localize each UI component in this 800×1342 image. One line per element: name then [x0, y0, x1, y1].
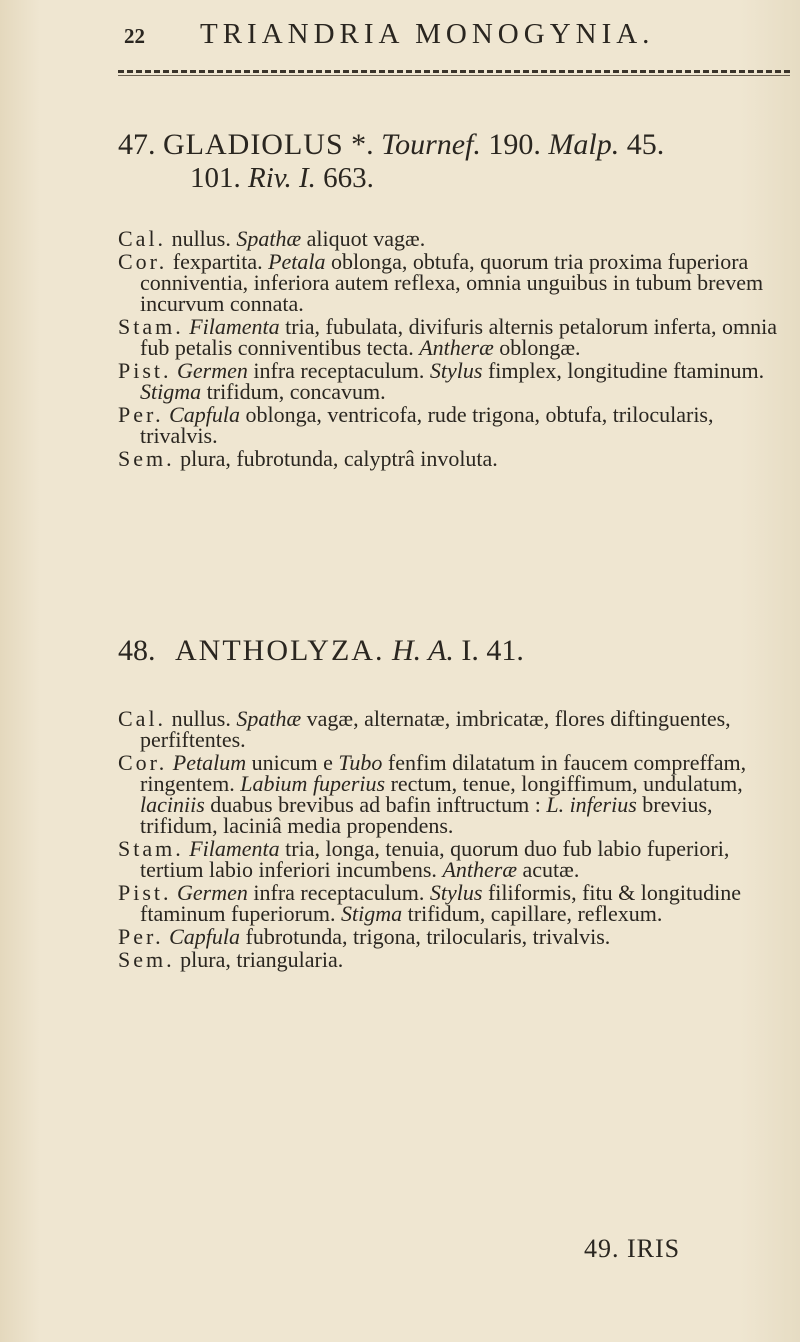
term: Stylus [429, 358, 483, 383]
calyx-paragraph [118, 228, 778, 249]
text: fimplex, longitudine ftaminum. [487, 358, 765, 383]
section-key: Pist. [118, 358, 172, 383]
section-key: Sem. [118, 446, 175, 471]
text: rectum, tenue, longiffimum, undulatum, [390, 771, 743, 796]
term: Petala [268, 249, 326, 274]
pistil-paragraph [118, 882, 778, 924]
reference-author: Tournef. [381, 128, 481, 161]
text: acutæ. [522, 857, 580, 882]
genus-number: 47. [118, 128, 156, 161]
seed-paragraph [118, 949, 778, 970]
corolla-paragraph [118, 752, 778, 836]
section-key: Cal. [118, 226, 167, 251]
term: Germen [177, 358, 248, 383]
running-title: TRIANDRIA MONOGYNIA. [200, 18, 655, 50]
genus-description-47 [118, 228, 778, 471]
term: Labium fuperius [240, 771, 386, 796]
text: tria, fubulata, divifuris alternis petalorum inferta, omnia fub petalis conniventibus tecta. [140, 314, 777, 360]
term: Spathæ [236, 706, 302, 731]
pericarp-paragraph [118, 404, 778, 446]
section-key: Per. [118, 402, 164, 427]
reference-number: 45. [626, 128, 665, 161]
term: Filamenta [189, 314, 280, 339]
pistil-paragraph [118, 360, 778, 402]
text: fubrotunda, trigona, trilocularis, trivalvis. [245, 924, 611, 949]
text: tria, longa, tenuia, quorum duo fub labio fuperiori, tertium labio inferiori incumbens. [140, 836, 730, 882]
catchword: 49. IRIS [584, 1234, 681, 1263]
section-key: Stam. [118, 314, 184, 339]
term: Capfula [169, 924, 241, 949]
text: oblongæ. [499, 335, 581, 360]
genus-heading-47-line2 [190, 162, 374, 195]
text: oblonga, ventricofa, rude trigona, obtufa, trilocularis, trivalvis. [140, 402, 714, 448]
header-rule [118, 70, 790, 73]
reference-number: 101. [190, 162, 241, 194]
genus-heading-48 [118, 634, 524, 668]
term: Stylus [429, 880, 483, 905]
term: Stigma [341, 901, 403, 926]
text: oblonga, obtufa, quorum tria proxima fuperiora conniventia, inferiora autem reflexa, omnia unguibus in tubum brevem incurvum connata. [140, 249, 764, 316]
term: Tubo [338, 750, 383, 775]
text: infra receptaculum. [253, 880, 425, 905]
stamen-paragraph [118, 316, 778, 358]
reference-author: Malp. [548, 128, 620, 161]
reference-author: H. A. [391, 634, 454, 667]
section-key: Per. [118, 924, 164, 949]
term: Petalum [172, 750, 247, 775]
text: infra receptaculum. [253, 358, 425, 383]
term: Antheræ [442, 857, 517, 882]
section-key: Pist. [118, 880, 172, 905]
text: vagæ, alternatæ, imbricatæ, flores diftinguentes, perfiftentes. [140, 706, 731, 752]
text: filiformis, fitu & longitudine ftaminum fuperiorum. [140, 880, 741, 926]
section-key: Cal. [118, 706, 167, 731]
term: Antheræ [419, 335, 494, 360]
section-key: Sem. [118, 947, 175, 972]
text: duabus brevibus ad bafin inftructum : [210, 792, 541, 817]
term: Stigma [140, 379, 202, 404]
reference-author: Riv. I. [248, 162, 316, 194]
term: Germen [177, 880, 248, 905]
reference-number: 190. [488, 128, 541, 161]
genus-mark: *. [351, 128, 374, 161]
genus-heading-47 [118, 128, 664, 162]
text: plura, fubrotunda, calyptrâ involuta. [180, 446, 498, 471]
text: unicum e [251, 750, 333, 775]
header-rule-thin [118, 75, 790, 76]
pericarp-paragraph [118, 926, 778, 947]
calyx-paragraph [118, 708, 778, 750]
genus-name: ANTHOLYZA. [175, 634, 385, 667]
text: trifidum, capillare, reflexum. [407, 901, 663, 926]
text: aliquot vagæ. [306, 226, 426, 251]
text: nullus. [171, 226, 231, 251]
seed-paragraph [118, 448, 778, 469]
genus-description-48 [118, 708, 778, 972]
reference-number: 663. [323, 162, 374, 194]
term: Capfula [169, 402, 241, 427]
text: plura, triangularia. [180, 947, 344, 972]
reference-number: I. 41. [461, 634, 524, 667]
corolla-paragraph [118, 251, 778, 314]
text: nullus. [171, 706, 231, 731]
genus-number: 48. [118, 634, 156, 667]
text: trifidum, concavum. [206, 379, 386, 404]
term: L. inferius [546, 792, 637, 817]
term: Spathæ [236, 226, 302, 251]
term: Filamenta [189, 836, 280, 861]
text: fexpartita. [172, 249, 263, 274]
genus-name: GLADIOLUS [163, 128, 344, 161]
stamen-paragraph [118, 838, 778, 880]
section-key: Cor. [118, 750, 168, 775]
section-key: Stam. [118, 836, 184, 861]
page-number: 22 [124, 24, 145, 48]
section-key: Cor. [118, 249, 168, 274]
text: brevius, trifidum, laciniâ media propendens. [140, 792, 713, 838]
term: laciniis [140, 792, 205, 817]
text: fenfim dilatatum in faucem compreffam, ringentem. [140, 750, 747, 796]
